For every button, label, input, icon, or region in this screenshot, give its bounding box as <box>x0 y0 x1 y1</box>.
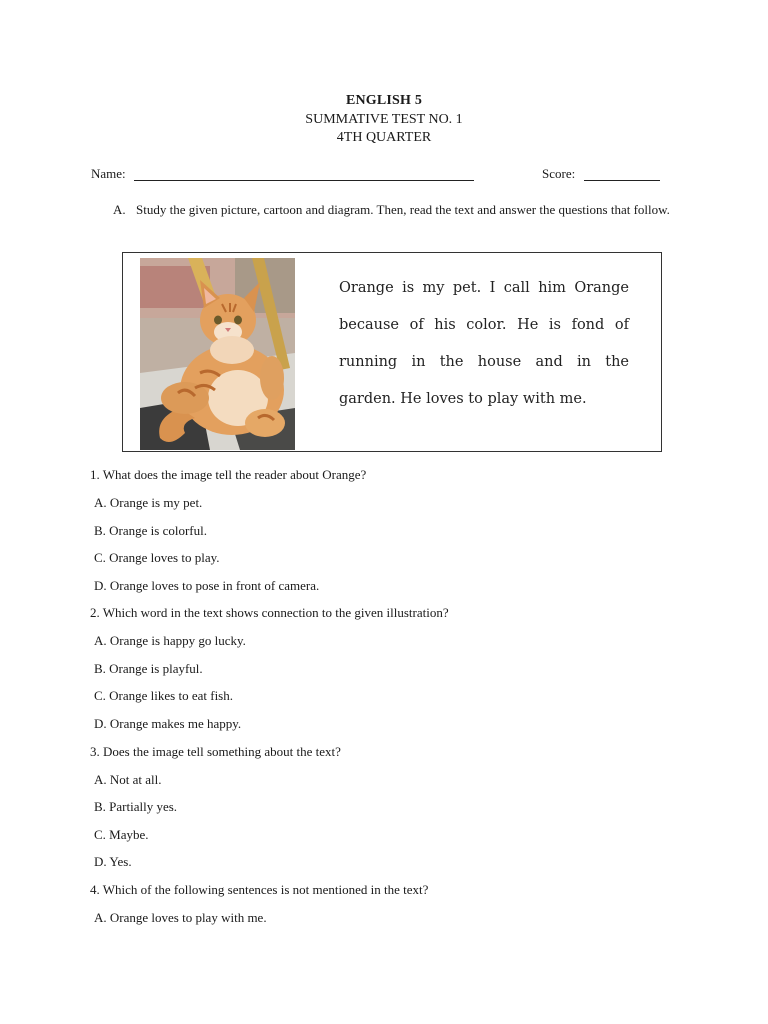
question-3: 3. Does the image tell something about the text? <box>90 744 341 759</box>
quarter-title: 4TH QUARTER <box>336 130 432 145</box>
q1-option-c[interactable]: C. Orange loves to play. <box>94 550 220 565</box>
question-1: 1. What does the image tell the reader about Orange? <box>90 467 367 482</box>
reading-box <box>122 252 662 452</box>
q2-option-a[interactable]: A. Orange is happy go lucky. <box>94 633 246 648</box>
score-blank-line[interactable] <box>584 180 660 181</box>
q3-option-c[interactable]: C. Maybe. <box>94 827 149 842</box>
instruction-text: Study the given picture, cartoon and diagram. Then, read the text and answer the questions that follow. <box>136 202 670 217</box>
question-2: 2. Which word in the text shows connection to the given illustration? <box>90 605 449 620</box>
q3-option-a[interactable]: A. Not at all. <box>94 772 162 787</box>
question-4: 4. Which of the following sentences is not mentioned in the text? <box>90 882 429 897</box>
q1-option-d[interactable]: D. Orange loves to pose in front of camera. <box>94 578 320 593</box>
name-blank-line[interactable] <box>134 180 474 181</box>
subject-title: ENGLISH 5 <box>345 93 423 108</box>
score-label: Score: <box>542 166 576 181</box>
cat-photo <box>140 258 295 450</box>
name-score-row <box>91 166 661 186</box>
reading-passage: Orange is my pet. I call him Orange because of his color. He is fond of running in the house and in the garden. He loves to play with me. <box>339 280 629 407</box>
q2-option-c[interactable]: C. Orange likes to eat fish. <box>94 688 233 703</box>
q1-option-b[interactable]: B. Orange is colorful. <box>94 523 208 538</box>
name-label: Name: <box>91 166 126 181</box>
q3-option-b[interactable]: B. Partially yes. <box>94 799 178 814</box>
q2-option-d[interactable]: D. Orange makes me happy. <box>94 716 242 731</box>
instruction-letter: A. <box>113 202 126 217</box>
q4-option-a[interactable]: A. Orange loves to play with me. <box>94 910 267 925</box>
q1-option-a[interactable]: A. Orange is my pet. <box>94 495 203 510</box>
test-title: SUMMATIVE TEST NO. 1 <box>305 112 463 127</box>
q3-option-d[interactable]: D. Yes. <box>94 854 132 869</box>
q2-option-b[interactable]: B. Orange is playful. <box>94 661 203 676</box>
